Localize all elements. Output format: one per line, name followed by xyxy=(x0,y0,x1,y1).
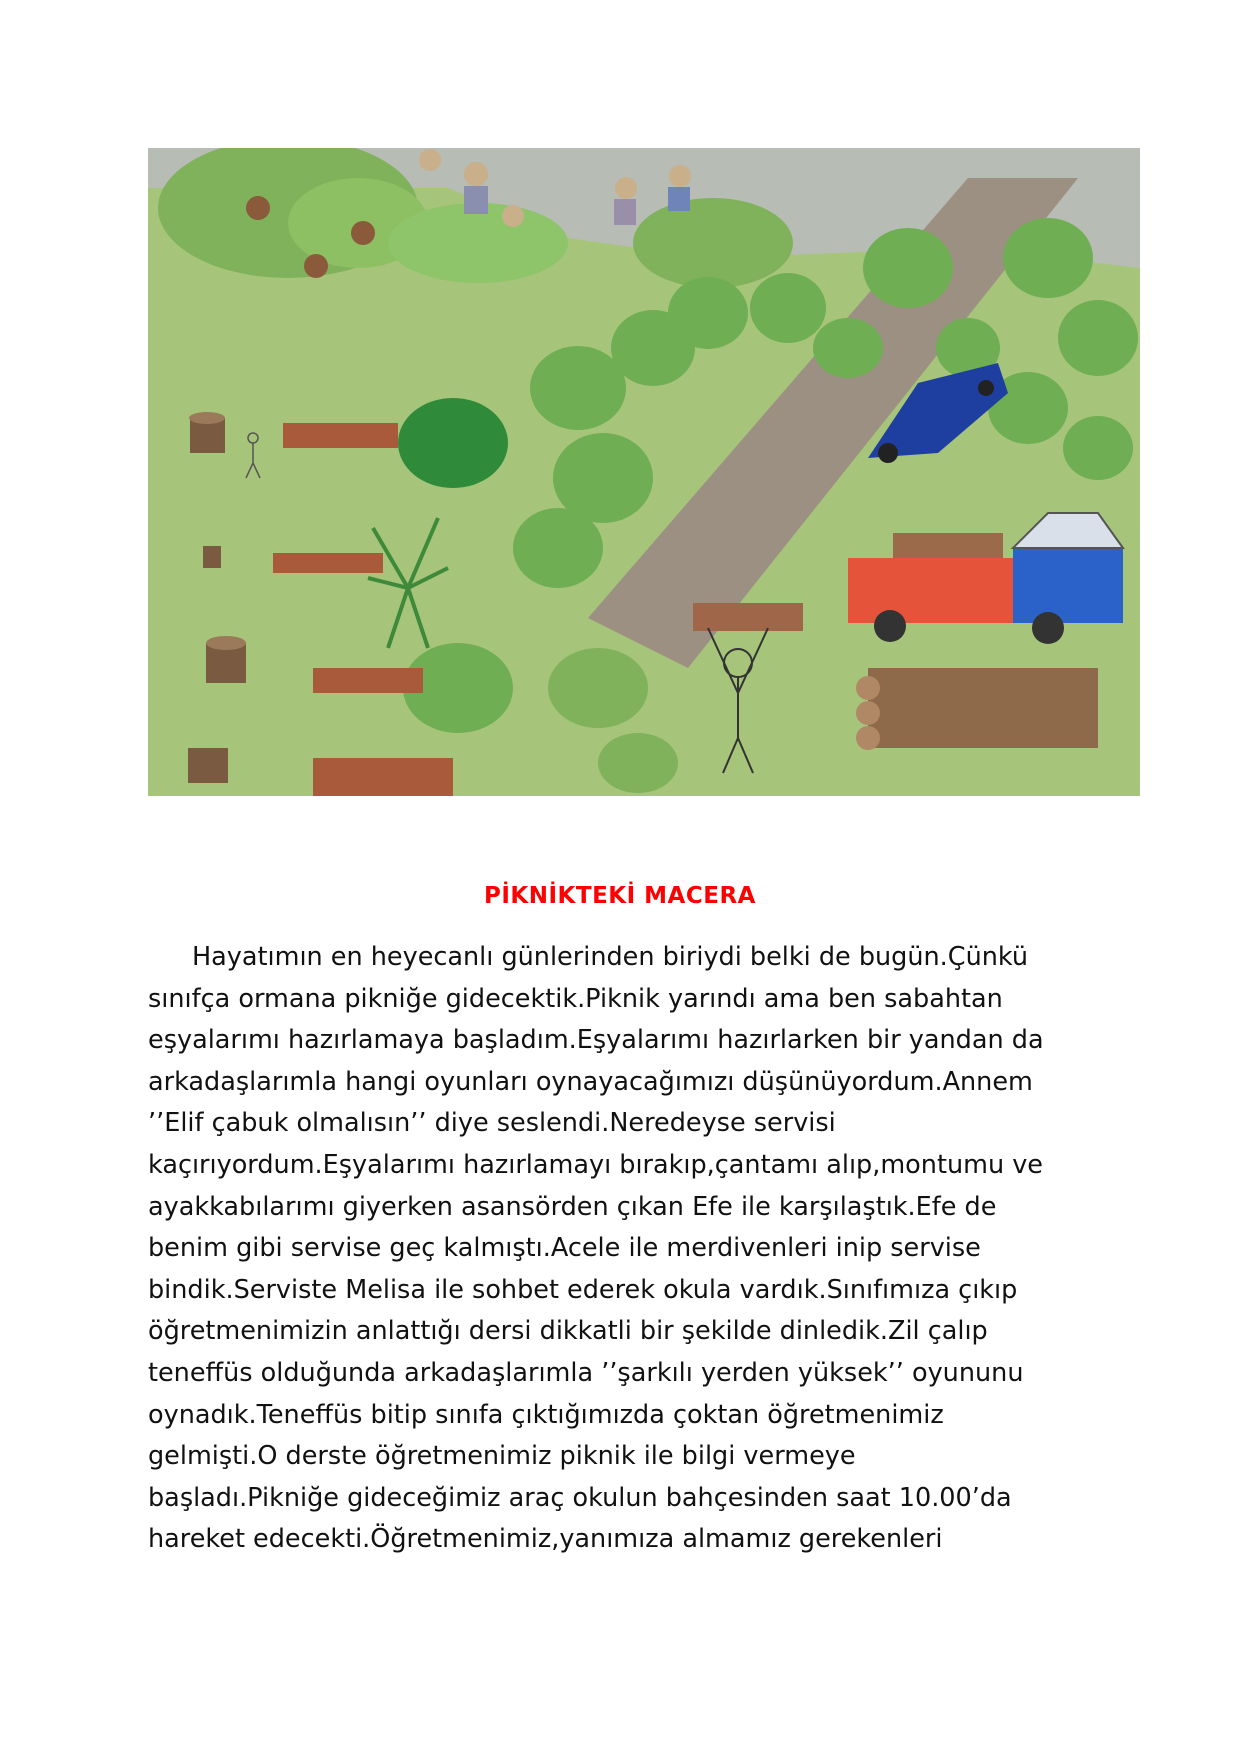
paragraph-line: ’’Elif çabuk olmalısın’’ diye seslendi.Neredeyse servisi xyxy=(148,1108,836,1139)
paragraph-line: ayakkabılarımı giyerken asansörden çıkan Efe ile karşılaştık.Efe de xyxy=(148,1191,997,1222)
fruit-icon xyxy=(351,221,375,245)
paragraph-line: başladı.Pikniğe gideceğimiz araç okulun bahçesinden saat 10.00’da xyxy=(148,1482,1012,1513)
dark-tree xyxy=(398,398,508,488)
paragraph-line: hareket edecekti.Öğretmenimiz,yanımıza almamız gerekenleri xyxy=(148,1524,943,1555)
paragraph-line: öğretmenimizin anlattığı dersi dikkatli bir şekilde dinledik.Zil çalıp xyxy=(148,1316,988,1347)
bush-right xyxy=(633,198,793,288)
paragraph-line: kaçırıyordum.Eşyalarımı hazırlamayı bırakıp,çantamı alıp,montumu ve xyxy=(148,1149,1043,1180)
paragraph-line: benim gibi servise geç kalmıştı.Acele ile merdivenleri inip servise xyxy=(148,1233,981,1264)
fruit-icon xyxy=(246,196,270,220)
paragraph-line: bindik.Serviste Melisa ile sohbet ederek okula vardık.Sınıfımıza çıkıp xyxy=(148,1274,1018,1305)
paragraph-line: teneffüs olduğunda arkadaşlarımla ’’şarkılı yerden yüksek’’ oyununu xyxy=(148,1357,1024,1388)
paragraph-line: eşyalarımı hazırlamaya başladım.Eşyalarımı hazırlarken bir yandan da xyxy=(148,1025,1044,1056)
forest-picnic-drawing xyxy=(148,148,1140,796)
document-title: PİKNİKTEKİ MACERA xyxy=(484,883,756,909)
fruit-icon xyxy=(304,254,328,278)
log-stack xyxy=(856,668,1098,750)
paragraph-line: oynadık.Teneffüs bitip sınıfa çıktığımızda çoktan öğretmenimiz xyxy=(148,1399,944,1430)
paragraph-line: gelmişti.O derste öğretmenimiz piknik ile bilgi vermeye xyxy=(148,1441,856,1472)
paragraph-line: sınıfça ormana pikniğe gidecektik.Piknik yarındı ama ben sabahtan xyxy=(148,983,1003,1014)
bush-middle xyxy=(388,203,568,283)
paragraph-line: Hayatımın en heyecanlı günlerinden biriydi belki de bugün.Çünkü xyxy=(192,942,1029,972)
paragraph-line: arkadaşlarımla hangi oyunları oynayacağımızı düşünüyordum.Annem xyxy=(148,1066,1033,1097)
story-paragraph xyxy=(148,937,1108,1561)
